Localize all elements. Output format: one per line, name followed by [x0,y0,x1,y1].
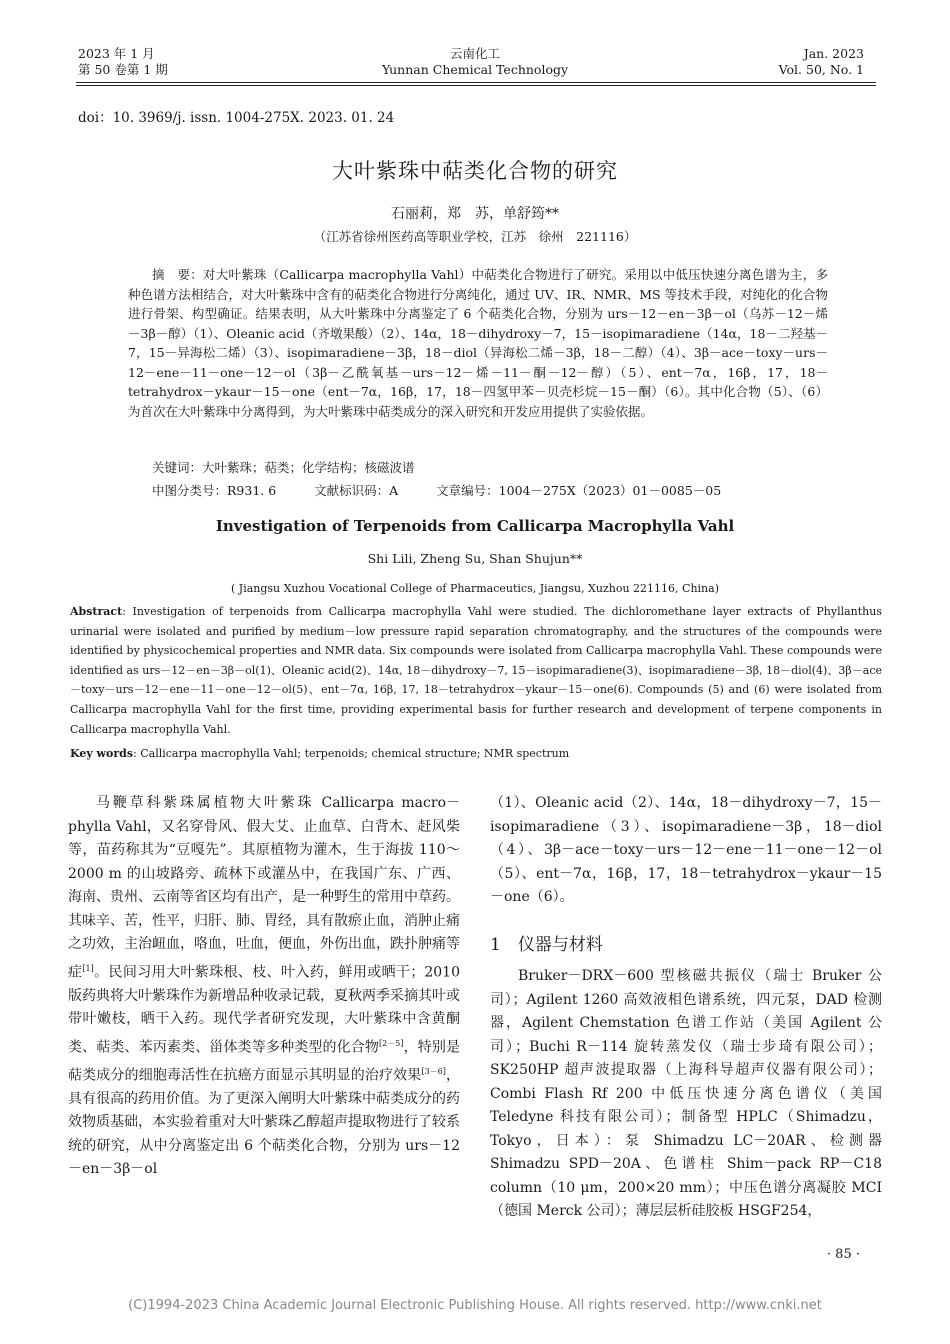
abstract-zh [128,265,828,421]
english-abstract [70,602,882,739]
document-code: 文献标识码：A [314,483,399,498]
intro-text-3: ，特别是萜类成分的细胞毒活性在抗癌方面显示其明显的治疗效果 [68,1039,461,1084]
instruments-paragraph: Bruker－DRX－600 型核磁共振仪（瑞士 Bruker 公司）；Agilent 1260 高效液相色谱系统，四元泵，DAD 检测器，Agilent Chemstation 色谱工作站（美国 Agilent 公司）；Buchi R－114 旋转蒸发仪（瑞士步琦有限公司）；SK250HP 超声波提取器（上海科导超声仪器有限公司）；Combi Flash Rf 200 中低压快速分离色谱仪（美国 Teledyne 科技有限公司）；制备型 HPLC（Shimadzu，Tokyo，日本）：泵 Shimadzu LC－20AR、检测器 Shimadzu SPD－20A、色谱柱 Shim－pack RP－C18 column（10 μm，200×20 mm）；中压色谱分离凝胶 MCI（德国 Merck 公司）；薄层层析硅胶板 HSGF254， [490,968,882,1219]
abstract-zh-text: 摘 要：对大叶紫珠（Callicarpa macrophylla Vahl）中萜类化合物进行了研究。采用以中低压快速分离色谱为主，多种色谱方法相结合，对大叶紫珠中含有的萜类化合物进行分离纯化，通过 UV、IR、NMR、MS 等技术手段，对纯化的化合物进行骨架、构型确证。结果表明，从大叶紫珠中分离鉴定了 6 个萜类化合物，分别为 urs－12－en－3β－ol（乌苏－12－烯－3β－醇）（1）、Oleanic acid（齐墩果酸）（2）、14α，18－dihydroxy－7，15－isopimaradiene（14α，18－二羟基－7，15－异海松二烯）（3）、isopimaradiene－3β，18－diol（异海松二烯－3β，18－二醇）（4）、3β－ace－toxy－urs－12－ene－11－one－12－ol（3β－乙酰氧基－urs－12－烯－11－酮－12－醇）（5）、ent－7α，16β，17，18－tetrahydrox－ykaur－15－one（ent－7α，16β，17，18－四氢甲苯－贝壳杉烷－15－酮）（6）。其中化合物（5）、（6）为首次在大叶紫珠中分离得到，为大叶紫珠中萜类成分的深入研究和开发应用提供了实验依据。 [128,267,828,419]
header-right [779,46,864,78]
body-left-column [68,792,460,1182]
journal-name-en: Yunnan Chemical Technology [381,62,569,77]
intro-text-4: ，具有很高的药用价值。为了更深入阐明大叶紫珠中萜类成分的药效物质基础，本实验着重对大叶紫珠乙醇超声提取物进行了较系统的研究，从中分离鉴定出 6 个萜类化合物，分别为 urs－12－en－3β－ol [68,1067,461,1178]
english-keywords [70,747,882,760]
english-keywords-label: Key words [70,747,134,760]
article-number: 文章编号：1004－275X（2023）01－0085－05 [436,483,722,498]
intro-paragraph [68,792,460,1182]
header-volume-en: Vol. 50, No. 1 [778,62,864,77]
paper-title: 大叶紫珠中萜类化合物的研究 [332,159,618,183]
authors: 石丽莉，郑 苏，单舒筠** [391,206,559,222]
citation-1[interactable]: [1] [82,963,94,973]
copyright-footer: (C)1994-2023 China Academic Journal Electronic Publishing House. All rights reserved. http://www.cnki.net [128,1298,822,1313]
affiliation: （江苏省徐州医药高等职业学校，江苏 徐州 221116） [313,229,637,244]
header-rule-bottom [76,85,876,86]
body-right-column-top [490,792,882,910]
english-title: Investigation of Terpenoids from Callicarpa Macrophylla Vahl [215,517,735,535]
journal-name-zh: 云南化工 [449,46,500,61]
doi[interactable]: doi：10. 3969/j. issn. 1004-275X. 2023. 01. 24 [78,110,395,126]
intro-continuation: （1）、Oleanic acid（2）、14α，18－dihydroxy－7，15－isopimaradiene（3）、isopimaradiene－3β，18－diol（4）、3β－ace－toxy－urs－12－ene－11－one－12－ol（5）、ent－7α，16β，17，18－tetrahydrox－ykaur－15－one（6）。 [490,795,882,905]
english-abstract-text: : Investigation of terpenoids from Callicarpa macrophylla Vahl were studied. The dichloromethane layer extracts of Phyllanthus urinarial were isolated and purified by medium－low pressure rapid separation chromatography, and the structures of the compounds were identified by physicochemical properties and NMR data. Six compounds were isolated from Callicarpa macrophylla Vahl. These compounds were identified as urs－12－en－3β－ol(1)、Oleanic acid(2)、14α, 18－dihydroxy－7, 15－isopimaradiene(3)、isopimaradiene－3β, 18－diol(4)、3β－ace－toxy－urs－12－ene－11－one－12－ol(5)、ent－7α, 16β, 17, 18－tetrahydrox－ykaur－15－one(6). Compounds (5) and (6) were isolated from Callicarpa macrophylla Vahl for the first time, providing experimental basis for further research and development of terpene components in Callicarpa macrophylla Vahl. [70,605,882,736]
classification-line [152,481,755,499]
header-volume: 第 50 卷第 1 期 [78,62,168,77]
header-date-en: Jan. 2023 [803,46,864,61]
english-keywords-text: : Callicarpa macrophylla Vahl; terpenoids; chemical structure; NMR spectrum [133,747,570,760]
body-right-column-instruments [490,965,882,1224]
intro-text-1: 马鞭草科紫珠属植物大叶紫珠 Callicarpa macro－phylla Vahl，又名穿骨风、假大艾、止血草、白背木、赶风柴等，苗药称其为“豆嘎先”。其原植物为灌木，生于海拔 110～2000 m 的山坡路旁、疏林下或灌丛中，在我国广东、广西、海南、贵州、云南等省区均有出产，是一种野生的常用中草药。其味辛、苦，性平，归肝、肺、胃经，具有散瘀止血，消肿止痛之功效，主治衄血，咯血，吐血，便血，外伤出血，跌扑肿痛等症 [68,795,460,981]
english-affiliation: ( Jiangsu Xuzhou Vocational College of Pharmaceutics, Jiangsu, Xuzhou 221116, China) [231,582,719,595]
english-abstract-label: Abstract [70,605,123,618]
english-authors: Shi Lili, Zheng Su, Shan Shujun** [367,551,583,566]
header-date: 2023 年 1 月 [78,46,155,61]
citation-2-5[interactable]: [2－5] [379,1038,404,1048]
citation-3-6[interactable]: [3－6] [421,1066,446,1076]
clc-number: 中图分类号：R931. 6 [152,483,277,498]
keywords-zh: 关键词：大叶紫珠；萜类；化学结构；核磁波谱 [152,460,415,475]
intro-text-2: 。民间习用大叶紫珠根、枝、叶入药，鲜用或晒干；2010 版药典将大叶紫珠作为新增品种收录记载，夏秋两季采摘其叶或带叶嫩枝，晒干入药。现代学者研究发现，大叶紫珠中含黄酮类、萜类、苯丙素类、甾体类等多种类型的化合物 [68,964,461,1056]
section-heading-1: 1 仪器与材料 [490,935,603,955]
page-number: · 85 · [826,1247,860,1262]
header-rule-top [76,82,876,83]
